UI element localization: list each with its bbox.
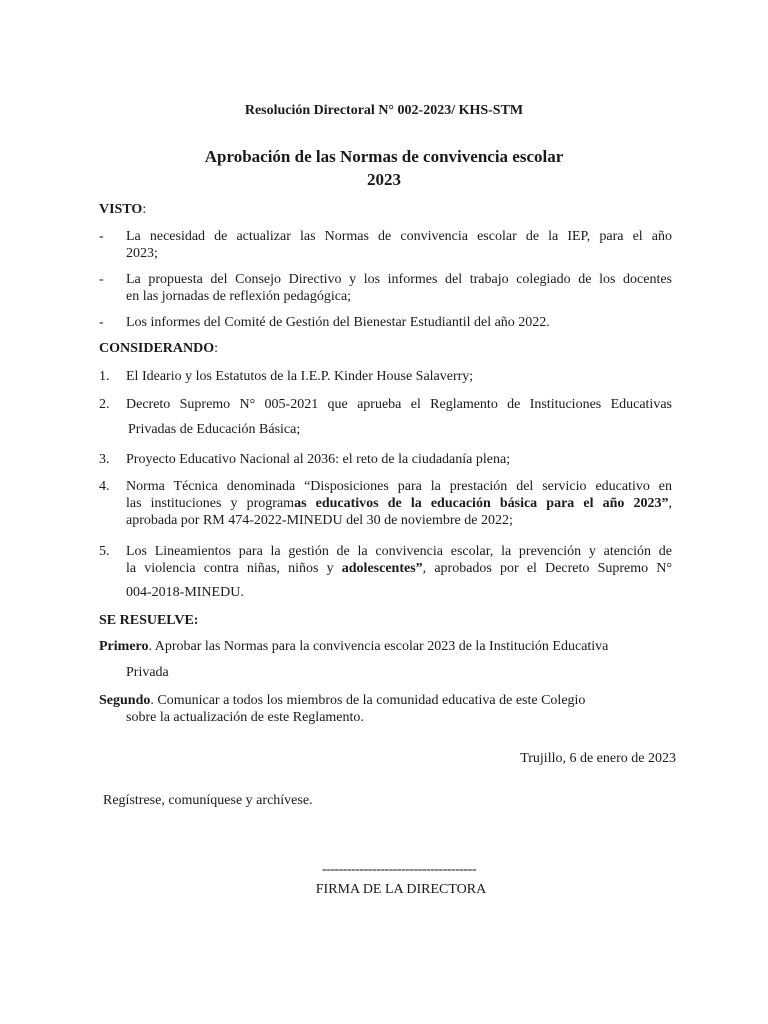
considerando-item-line xyxy=(99,495,672,512)
considerando-item-line: El Ideario y los Estatutos de la I.E.P. Kinder House Salaverry; xyxy=(126,369,474,384)
resolution-number: Resolución Directoral N° 002-2023/ KHS-STM xyxy=(244,103,524,118)
considerando-heading xyxy=(99,340,218,357)
considerando-colon: : xyxy=(214,341,219,356)
list-number: 2. xyxy=(99,397,110,412)
list-number: 4. xyxy=(99,479,110,494)
document-title-year: 2023 xyxy=(367,170,401,189)
visto-colon: : xyxy=(142,202,147,217)
list-marker: - xyxy=(99,272,104,287)
resuelve-heading: SE RESUELVE: xyxy=(99,613,199,628)
visto-item xyxy=(99,228,672,262)
text-run: , xyxy=(668,496,672,511)
considerando-item-line: aprobada por RM 474-2022-MINEDU del 30 de noviembre de 2022; xyxy=(126,513,513,528)
considerando-item-line: 004-2018-MINEDU. xyxy=(126,585,244,600)
considerando-item xyxy=(99,543,672,601)
considerando-label: CONSIDERANDO xyxy=(99,341,215,356)
considerando-item xyxy=(99,478,672,529)
visto-item-line: en las jornadas de reflexión pedagógica; xyxy=(126,289,352,304)
text-run: la violencia contra niñas, niños y xyxy=(126,561,342,576)
register-note: Regístrese, comuníquese y archívese. xyxy=(103,793,313,808)
considerando-item xyxy=(99,368,672,385)
text-run: , aprobados por el Decreto Supremo N° xyxy=(422,561,672,576)
visto-item xyxy=(99,314,672,331)
considerando-item-line: Privadas de Educación Básica; xyxy=(128,422,301,437)
segundo-line xyxy=(99,692,672,709)
considerando-item-line: Proyecto Educativo Nacional al 2036: el reto de la ciudadanía plena; xyxy=(126,452,511,467)
considerando-item-line: Los Lineamientos para la gestión de la convivencia escolar, la prevención y atención de xyxy=(126,544,672,559)
segundo-text: . Comunicar a todos los miembros de la comunidad educativa de este Colegio xyxy=(150,693,586,708)
resuelve-primero xyxy=(99,638,672,681)
visto-item-line: La necesidad de actualizar las Normas de convivencia escolar de la IEP, para el año xyxy=(126,229,672,244)
visto-item xyxy=(99,271,672,305)
visto-item-line: La propuesta del Consejo Directivo y los informes del trabajo colegiado de los docentes xyxy=(126,272,672,287)
place-date: Trujillo, 6 de enero de 2023 xyxy=(520,751,676,766)
resuelve-segundo xyxy=(99,692,672,726)
visto-item-line: 2023; xyxy=(126,246,158,261)
list-number: 1. xyxy=(99,369,110,384)
primero-line xyxy=(99,638,672,655)
considerando-item xyxy=(99,451,672,468)
considerando-item xyxy=(99,396,672,438)
primero-text: . Aprobar las Normas para la convivencia escolar 2023 de la Institución Educativa xyxy=(148,639,609,654)
signature-label: FIRMA DE LA DIRECTORA xyxy=(315,882,487,897)
considerando-item-line xyxy=(99,560,672,577)
segundo-label: Segundo xyxy=(99,693,151,708)
text-run-bold: as educativos de la educación básica para el año 2023” xyxy=(294,496,669,511)
text-run: las instituciones y program xyxy=(126,496,295,511)
list-marker: - xyxy=(99,315,104,330)
text-run-bold: adolescentes” xyxy=(341,561,423,576)
considerando-item-line: Decreto Supremo N° 005-2021 que aprueba el Reglamento de Instituciones Educativas xyxy=(126,397,672,412)
list-number: 3. xyxy=(99,452,110,467)
visto-heading xyxy=(99,201,146,218)
list-number: 5. xyxy=(99,544,110,559)
signature-line: ------------------------------------- xyxy=(322,862,476,877)
visto-label: VISTO xyxy=(99,202,143,217)
list-marker: - xyxy=(99,229,104,244)
visto-item-line: Los informes del Comité de Gestión del Bienestar Estudiantil del año 2022. xyxy=(126,315,550,330)
primero-line: Privada xyxy=(126,665,169,680)
considerando-item-line: Norma Técnica denominada “Disposiciones para la prestación del servicio educativo en xyxy=(126,479,672,494)
primero-label: Primero xyxy=(99,639,149,654)
segundo-line: sobre la actualización de este Reglamento. xyxy=(126,710,364,725)
document-title: Aprobación de las Normas de convivencia escolar xyxy=(204,147,564,166)
